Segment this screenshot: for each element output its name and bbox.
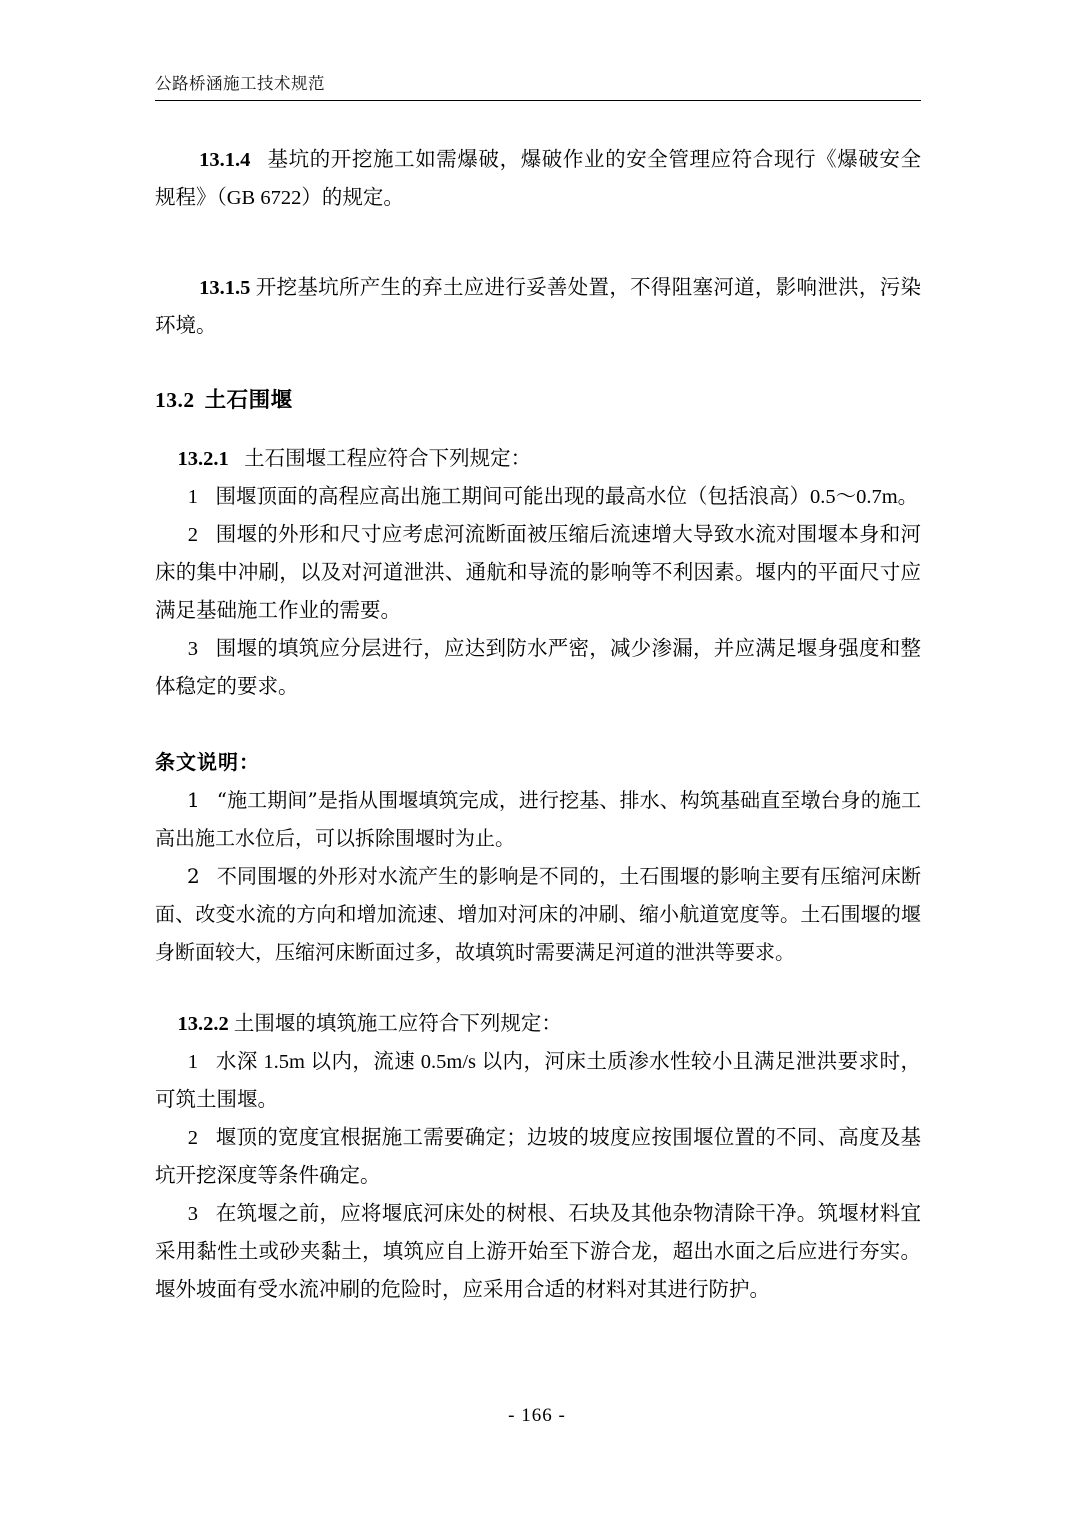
page-number: - 166 - [508,1405,566,1426]
clause-text: 土围堰的填筑施工应符合下列规定： [233,1013,562,1035]
clause-number: 13.1.5 [199,277,251,299]
list-item [155,1043,921,1119]
item-number: 3 [187,638,199,660]
clause-number: 13.2.2 [177,1013,229,1035]
list-item [155,781,921,857]
list-item [155,857,921,971]
item-text: 不同围堰的外形对水流产生的影响是不同的，土石围堰的影响主要有压缩河床断面、改变水流的方向和增加流速、增加对河床的冲刷、缩小航道宽度等。土石围堰的堰身断面较大，压缩河床断面过多，故填筑时需要满足河道的泄洪等要求。 [155,864,921,964]
page-content [155,70,921,1309]
list-item [155,1195,921,1309]
item-number: 1 [187,1051,199,1073]
section-heading-13-2 [155,383,921,414]
spacer [155,243,921,269]
item-number: 2 [187,524,199,546]
item-number: 3 [187,1203,199,1225]
list-item [155,478,921,516]
section-title: 土石围堰 [204,388,293,412]
spacer [155,971,921,1005]
item-number: 1 [187,788,200,812]
clause-number: 13.1.4 [199,149,251,171]
running-header: 公路桥涵施工技术规范 [155,74,325,93]
clause-text: 开挖基坑所产生的弃土应进行妥善处置，不得阻塞河道，影响泄洪，污染环境。 [155,277,922,337]
item-text: 在筑堰之前，应将堰底河床处的树根、石块及其他杂物清除干净。筑堰材料宜采用黏性土或砂夹黏土，填筑应自上游开始至下游合龙，超出水面之后应进行夯实。堰外坡面有受水流冲刷的危险时，应采用合适的材料对其进行防护。 [155,1203,921,1301]
explanation-body [155,781,921,971]
clause-13-1-5 [155,269,921,345]
clause-number: 13.2.1 [177,448,229,470]
clause-text: 土石围堰工程应符合下列规定： [244,448,532,470]
item-text: 围堰顶面的高程应高出施工期间可能出现的最高水位（包括浪高）0.5～0.7m。 [215,486,919,508]
item-text: “施工期间”是指从围堰填筑完成，进行挖基、排水、构筑基础直至墩台身的施工高出施工水位后，可以拆除围堰时为止。 [155,788,921,850]
clause-text: 基坑的开挖施工如需爆破，爆破作业的安全管理应符合现行《爆破安全规程》（GB 6722）的规定。 [155,149,922,209]
item-text: 围堰的外形和尺寸应考虑河流断面被压缩后流速增大导致水流对围堰本身和河床的集中冲刷，以及对河道泄洪、通航和导流的影响等不利因素。堰内的平面尺寸应满足基础施工作业的需要。 [155,524,921,622]
item-number: 2 [187,864,200,888]
item-number: 2 [187,1127,199,1149]
item-text: 围堰的填筑应分层进行，应达到防水严密，减少渗漏，并应满足堰身强度和整体稳定的要求。 [155,638,921,698]
item-text: 堰顶的宽度宜根据施工需要确定；边坡的坡度应按围堰位置的不同、高度及基坑开挖深度等条件确定。 [155,1127,921,1187]
section-number: 13.2 [155,388,195,412]
explanation-title: 条文说明： [155,750,260,774]
item-number: 1 [187,486,199,508]
clause-13-1-4 [155,141,921,217]
list-item [155,516,921,630]
clause-13-2-2-lead [155,1005,921,1043]
list-item [155,630,921,706]
header-rule [155,100,921,101]
item-text: 水深 1.5m 以内，流速 0.5m/s 以内，河床土质渗水性较小且满足泄洪要求时，可筑土围堰。 [155,1051,921,1111]
list-item [155,1119,921,1195]
clause-13-2-1-lead [155,440,921,478]
